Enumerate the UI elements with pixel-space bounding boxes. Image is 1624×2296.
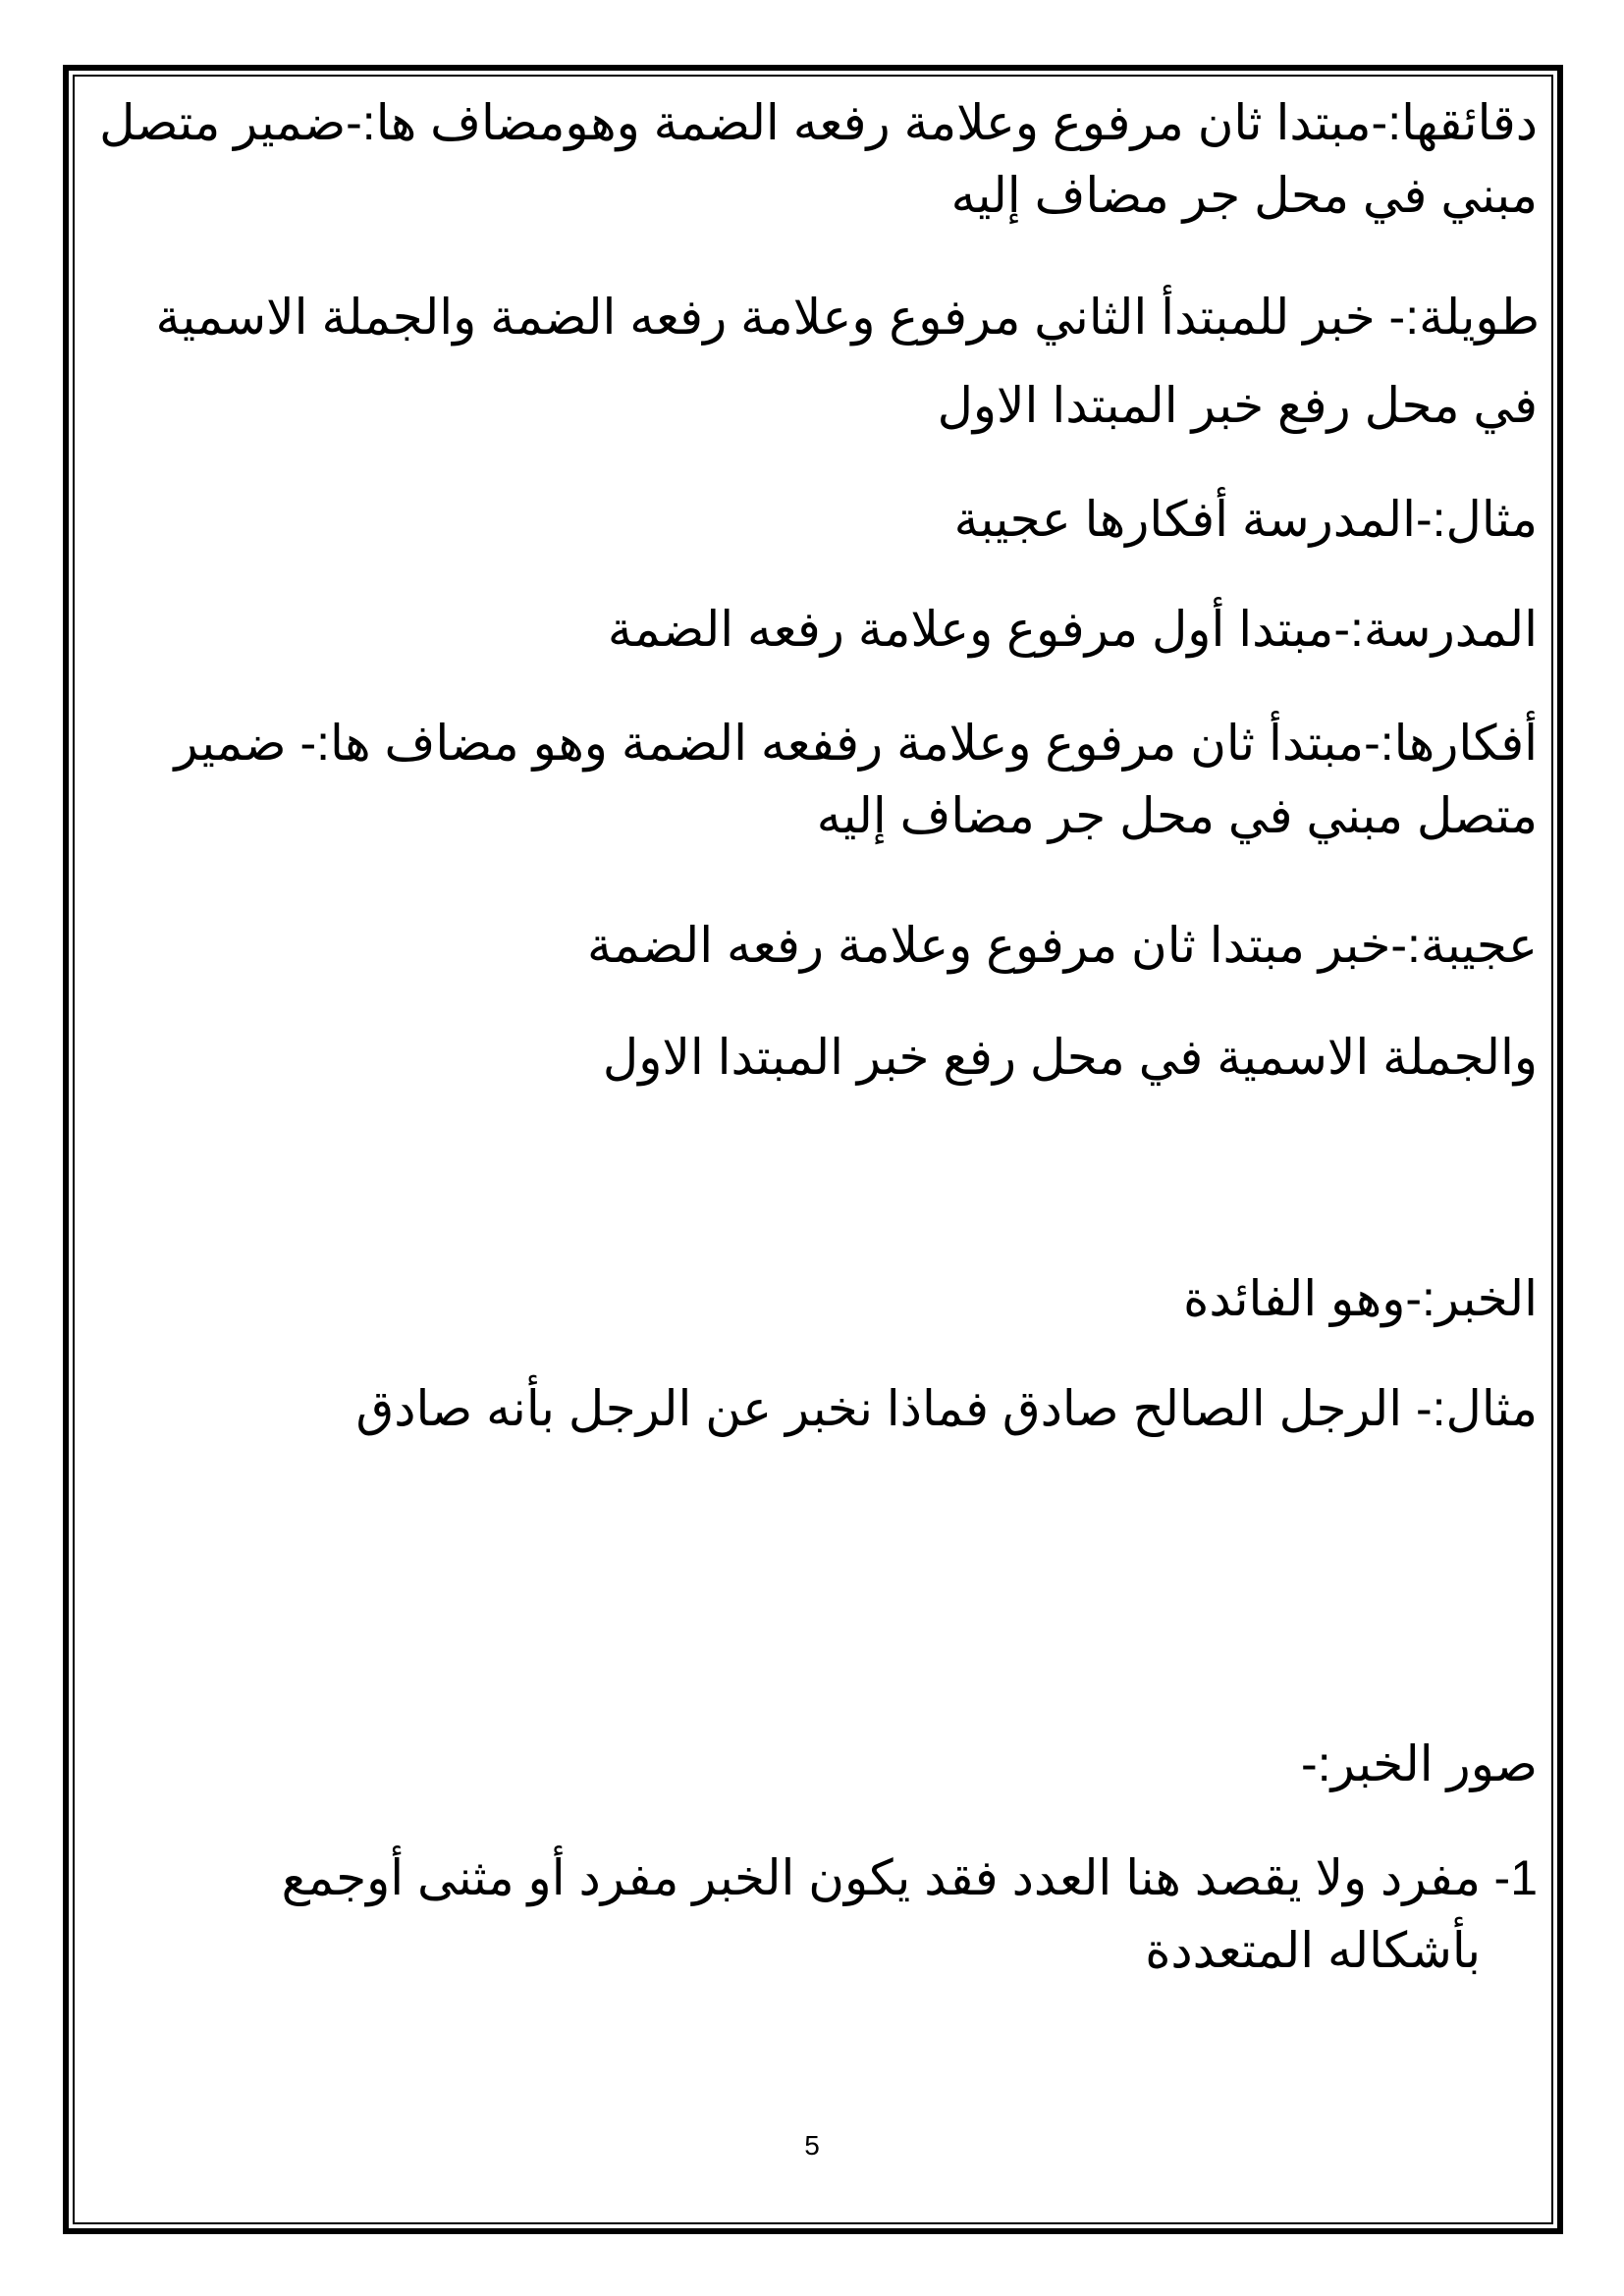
paragraph-example-1: مثال:-المدرسة أفكارها عجيبة [953,492,1538,547]
list-item [84,1842,1538,1987]
paragraph-madrasa: المدرسة:-مبتدا أول مرفوع وعلامة رفعه الضمة [607,602,1538,657]
paragraph-afkaruha: أفكارها:-مبتدأ ثان مرفوع وعلامة رففعه الضمة وهو مضاف ها:- ضمير متصل مبني في محل جر مضاف إليه [174,716,1538,843]
paragraph-tawila-cont: في محل رفع خبر المبتدا الاول [937,378,1538,433]
list-item-number: 1- [1493,1850,1538,1905]
paragraph-jumla: والجملة الاسمية في محل رفع خبر المبتدا الاول [602,1030,1538,1085]
paragraph-example-2: مثال:- الرجل الصالح صادق فماذا نخبر عن الرجل بأنه صادق [355,1381,1538,1436]
paragraph-ajiba: عجيبة:-خبر مبتدا ثان مرفوع وعلامة رفعه الضمة [586,918,1538,973]
paragraph-tawila-clip [59,281,1540,359]
list-item-text: مفرد ولا يقصد هنا العدد فقد يكون الخبر مفرد أو مثنى أوجمع بأشكاله المتعددة [281,1850,1481,1978]
section-heading-suwar: صور الخبر:- [1301,1736,1538,1791]
paragraph-khabar: الخبر:-وهو الفائدة [1183,1271,1538,1326]
paragraph-daqaiqha: دقائقها:-مبتدا ثان مرفوع وعلامة رفعه الضمة وهومضاف ها:-ضمير متصل مبني في محل جر مضاف إليه [99,95,1538,223]
paragraph-tawila: طويلة:- خبر للمبتدأ الثاني مرفوع وعلامة رفعه الضمة والجملة الاسمية [155,290,1540,345]
page-number: 5 [804,2130,820,2161]
